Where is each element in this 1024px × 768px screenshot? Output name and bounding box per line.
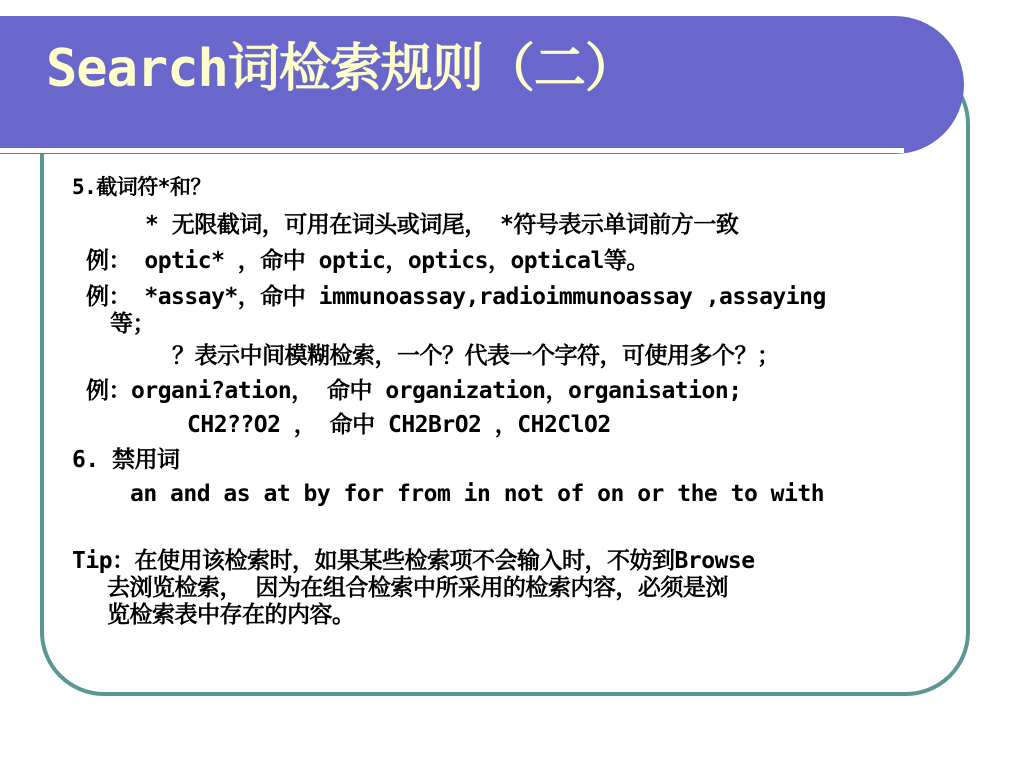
question-example-2: CH2??O2 ， 命中 CH2BrO2 ，CH2ClO2 — [187, 412, 611, 438]
section-5-heading: 5.截词符*和？ — [72, 175, 211, 199]
question-example-1: 例：organi?ation， 命中 organization，organisation; — [86, 378, 742, 404]
wildcard-question-description: ？表示中间模糊检索，一个？代表一个字符，可使用多个？； — [172, 343, 780, 369]
tip-line-3: 览检索表中存在的内容。 — [107, 602, 355, 628]
title-underline — [0, 148, 904, 153]
wildcard-star-description: * 无限截词，可用在词头或词尾， *符号表示单词前方一致 — [145, 212, 739, 238]
star-example-2-continued: 等； — [110, 311, 155, 337]
tip-line-2: 去浏览检索， 因为在组合检索中所采用的检索内容，必须是浏 — [107, 575, 728, 601]
section-6-heading: 6. 禁用词 — [72, 447, 180, 473]
star-example-2: 例： *assay*，命中 immunoassay,radioimmunoassay ,assaying — [86, 284, 826, 310]
star-example-1: 例： optic* ，命中 optic，optics，optical等。 — [86, 248, 649, 274]
stopwords-list: an and as at by for from in not of on or the to with — [130, 481, 825, 507]
tip-line-1: Tip：在使用该检索时，如果某些检索项不会输入时，不妨到Browse — [72, 548, 755, 574]
slide-title: Search词检索规则（二） — [46, 39, 636, 99]
title-banner — [0, 16, 964, 154]
